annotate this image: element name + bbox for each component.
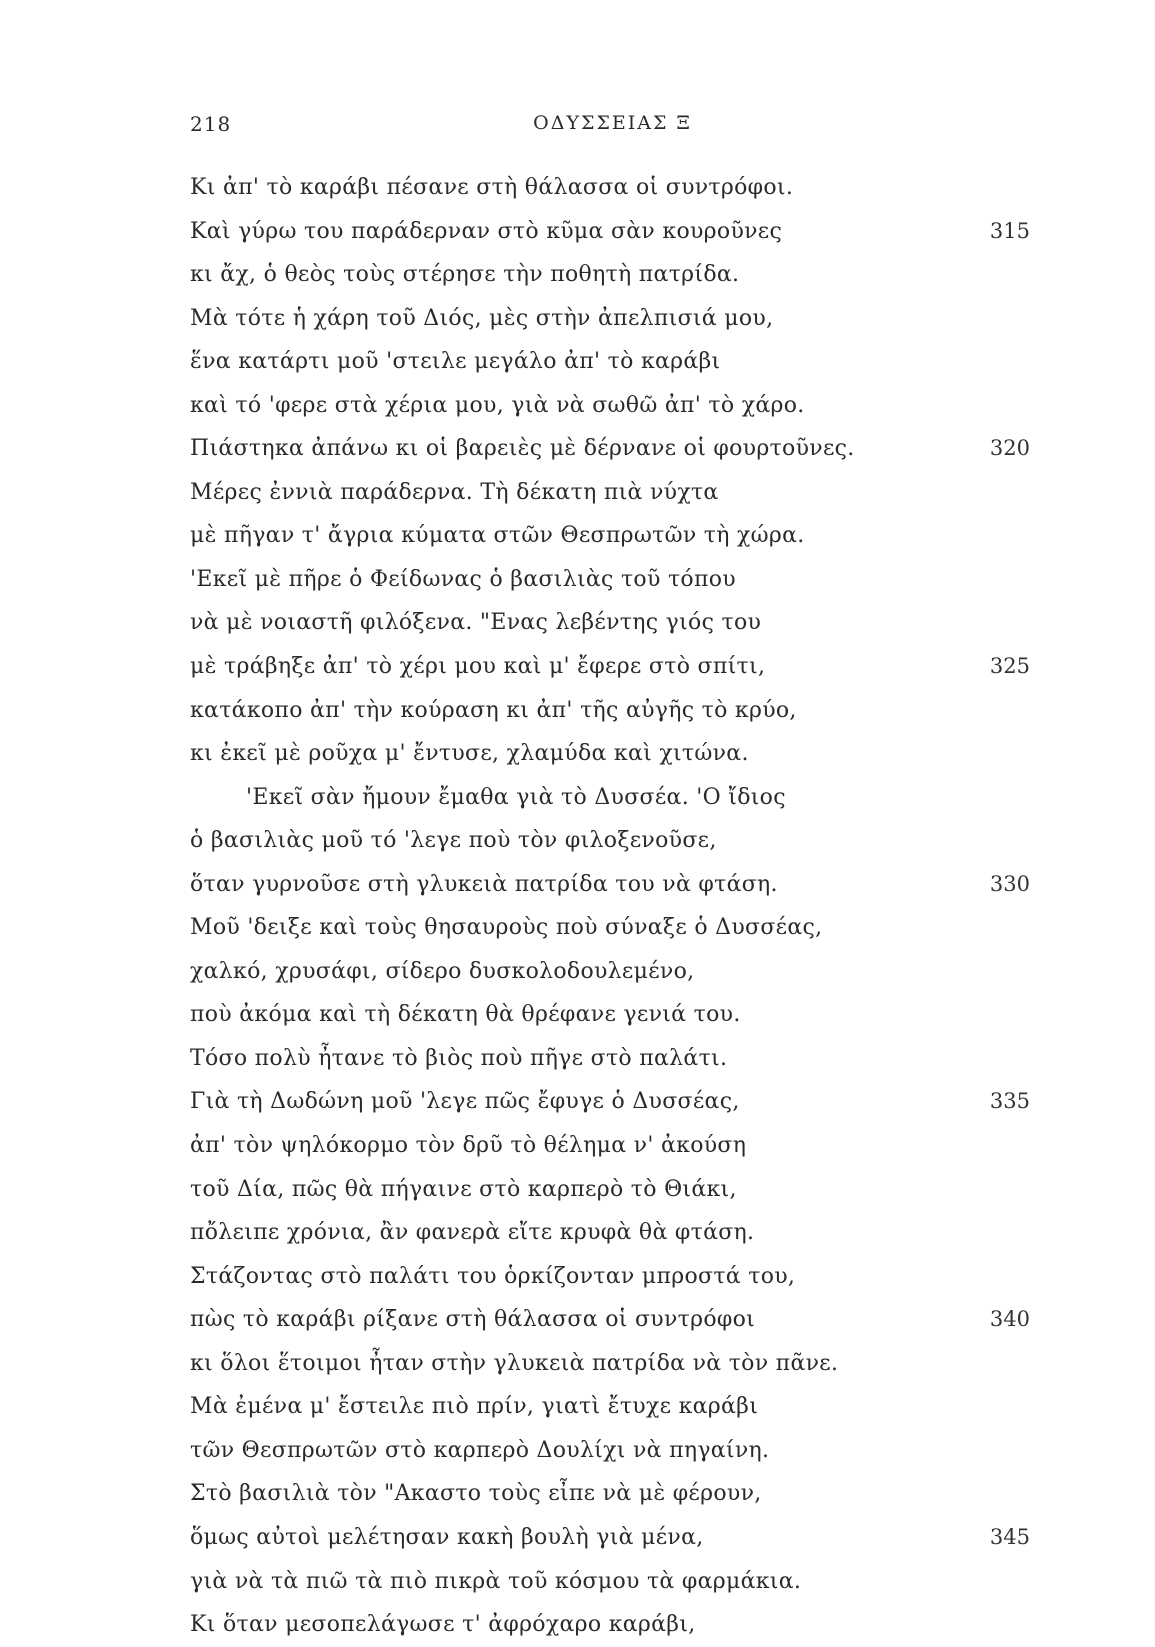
verse-line [190, 689, 1035, 733]
verse-line [190, 1560, 1035, 1604]
verse-line [190, 210, 1035, 254]
verse-text: πὄλειπε χρόνια, ἂν φανερὰ εἴτε κρυφὰ θὰ φτάση. [190, 1220, 755, 1246]
line-number: 340 [989, 1307, 1030, 1332]
verse-text: ποὺ ἀκόμα καὶ τὴ δέκατη θὰ θρέφανε γενιά του. [190, 1002, 741, 1028]
verse-text: Μέρες ἐννιὰ παράδερνα. Τὴ δέκατη πιὰ νύχτα [190, 479, 719, 505]
verse-text: Στὸ βασιλιὰ τὸν "Ακαστο τοὺς εἶπε νὰ μὲ φέρουν, [190, 1481, 762, 1507]
verse-text: ἀπ' τὸν ψηλόκορμο τὸν δρῦ τὸ θέλημα ν' ἀκούση [190, 1133, 747, 1159]
line-number: 315 [989, 218, 1030, 243]
verse-text: τῶν Θεσπρωτῶν στὸ καρπερὸ Δουλίχι νὰ πηγαίνη. [190, 1437, 770, 1463]
verse-text: πὼς τὸ καράβι ρίξανε στὴ θάλασσα οἱ συντρόφοι [190, 1307, 756, 1333]
verse-line [190, 340, 1035, 384]
verse-line [190, 819, 1035, 863]
verse-text: Κι ἀπ' τὸ καράβι πέσανε στὴ θάλασσα οἱ συντρόφοι. [190, 175, 794, 200]
verse-line [190, 253, 1035, 297]
verse-line [190, 732, 1035, 776]
verse-line [190, 1211, 1035, 1255]
verse-text: Πιάστηκα ἀπάνω κι οἱ βαρειὲς μὲ δέρνανε οἱ φουρτοῦνες. [190, 436, 855, 462]
verse-line [190, 1603, 1035, 1647]
verse-line [190, 166, 1035, 210]
verse-text: Μοῦ 'δειξε καὶ τοὺς θησαυροὺς ποὺ σύναξε ὁ Δυσσέας, [190, 915, 823, 941]
verse-text: Τόσο πολὺ ἦτανε τὸ βιὸς ποὺ πῆγε στὸ παλάτι. [190, 1045, 728, 1071]
verse-text: ἕνα κατάρτι μοῦ 'στειλε μεγάλο ἀπ' τὸ καράβι [190, 349, 721, 375]
running-head [190, 112, 1035, 148]
verse-text: νὰ μὲ νοιαστῆ φιλόξενα. "Ενας λεβέντης γιός του [190, 610, 762, 636]
verse-text: ὅμως αὐτοὶ μελέτησαν κακὴ βουλὴ γιὰ μένα, [190, 1524, 704, 1550]
verse-text: ὅταν γυρνοῦσε στὴ γλυκειὰ πατρίδα του νὰ φτάση. [190, 871, 778, 897]
page-number: 218 [190, 112, 232, 136]
verse-text: καὶ τό 'φερε στὰ χέρια μου, γιὰ νὰ σωθῶ ἀπ' τὸ χάρο. [190, 392, 805, 418]
line-number: 335 [989, 1089, 1030, 1114]
verse-line [190, 993, 1035, 1037]
verse-block [190, 166, 1035, 1647]
verse-line [190, 1429, 1035, 1473]
verse-line [190, 514, 1035, 558]
verse-line [190, 558, 1035, 602]
verse-text: Γιὰ τὴ Δωδώνη μοῦ 'λεγε πῶς ἔφυγε ὁ Δυσσέας, [190, 1089, 740, 1115]
verse-line [190, 297, 1035, 341]
verse-line [190, 1385, 1035, 1429]
verse-text: χαλκό, χρυσάφι, σίδερο δυσκολοδουλεμένο, [190, 958, 695, 984]
verse-text: μὲ πῆγαν τ' ἄγρια κύματα στῶν Θεσπρωτῶν τὴ χώρα. [190, 523, 805, 549]
verse-line [190, 601, 1035, 645]
verse-line [190, 863, 1035, 907]
verse-line [190, 471, 1035, 515]
verse-text: Μὰ τότε ἡ χάρη τοῦ Διός, μὲς στὴν ἀπελπισιά μου, [190, 305, 774, 331]
verse-line [190, 384, 1035, 428]
verse-text: 'Εκεῖ σὰν ἤμουν ἔμαθα γιὰ τὸ Δυσσέα. 'Ο ἴδιος [246, 784, 786, 810]
verse-text: 'Εκεῖ μὲ πῆρε ὁ Φείδωνας ὁ βασιλιὰς τοῦ τόπου [190, 566, 736, 592]
verse-line [190, 1168, 1035, 1212]
verse-text: κι ἄχ, ὁ θεὸς τοὺς στέρησε τὴν ποθητὴ πατρίδα. [190, 262, 740, 288]
verse-line [190, 906, 1035, 950]
verse-line [190, 1037, 1035, 1081]
verse-line [190, 1298, 1035, 1342]
line-number: 325 [989, 654, 1030, 679]
verse-text: κι ἐκεῖ μὲ ροῦχα μ' ἔντυσε, χλαμύδα καὶ χιτώνα. [190, 741, 749, 767]
verse-line [190, 1124, 1035, 1168]
verse-line [190, 1516, 1035, 1560]
verse-text: Μὰ ἐμένα μ' ἔστειλε πιὸ πρίν, γιατὶ ἔτυχε καράβι [190, 1394, 759, 1420]
verse-line [190, 1472, 1035, 1516]
running-title: ΟΔΥΣΣΕΙΑΣ Ξ [533, 112, 692, 134]
verse-text: τοῦ Δία, πῶς θὰ πήγαινε στὸ καρπερὸ τὸ Θιάκι, [190, 1176, 737, 1202]
line-number: 345 [989, 1524, 1030, 1549]
line-number: 330 [989, 871, 1030, 896]
verse-text: ὁ βασιλιὰς μοῦ τό 'λεγε ποὺ τὸν φιλοξενοῦσε, [190, 828, 717, 854]
verse-text: μὲ τράβηξε ἀπ' τὸ χέρι μου καὶ μ' ἔφερε στὸ σπίτι, [190, 654, 766, 680]
verse-line [190, 1342, 1035, 1386]
verse-line [190, 1080, 1035, 1124]
verse-line [190, 776, 1035, 820]
line-number: 320 [989, 436, 1030, 461]
verse-text: κι ὅλοι ἕτοιμοι ἦταν στὴν γλυκειὰ πατρίδα νὰ τὸν πᾶνε. [190, 1350, 839, 1376]
verse-line [190, 1255, 1035, 1299]
verse-text: Κι ὅταν μεσοπελάγωσε τ' ἀφρόχαρο καράβι, [190, 1612, 696, 1638]
verse-text: γιὰ νὰ τὰ πιῶ τὰ πιὸ πικρὰ τοῦ κόσμου τὰ φαρμάκια. [190, 1568, 802, 1594]
verse-text: Καὶ γύρω του παράδερναν στὸ κῦμα σὰν κουροῦνες [190, 218, 783, 244]
verse-line [190, 427, 1035, 471]
verse-line [190, 645, 1035, 689]
verse-text: Στάζοντας στὸ παλάτι του ὁρκίζονταν μπροστά του, [190, 1263, 796, 1289]
verse-line [190, 950, 1035, 994]
verse-text: κατάκοπο ἀπ' τὴν κούραση κι ἀπ' τῆς αὐγῆς τὸ κρύο, [190, 697, 797, 723]
